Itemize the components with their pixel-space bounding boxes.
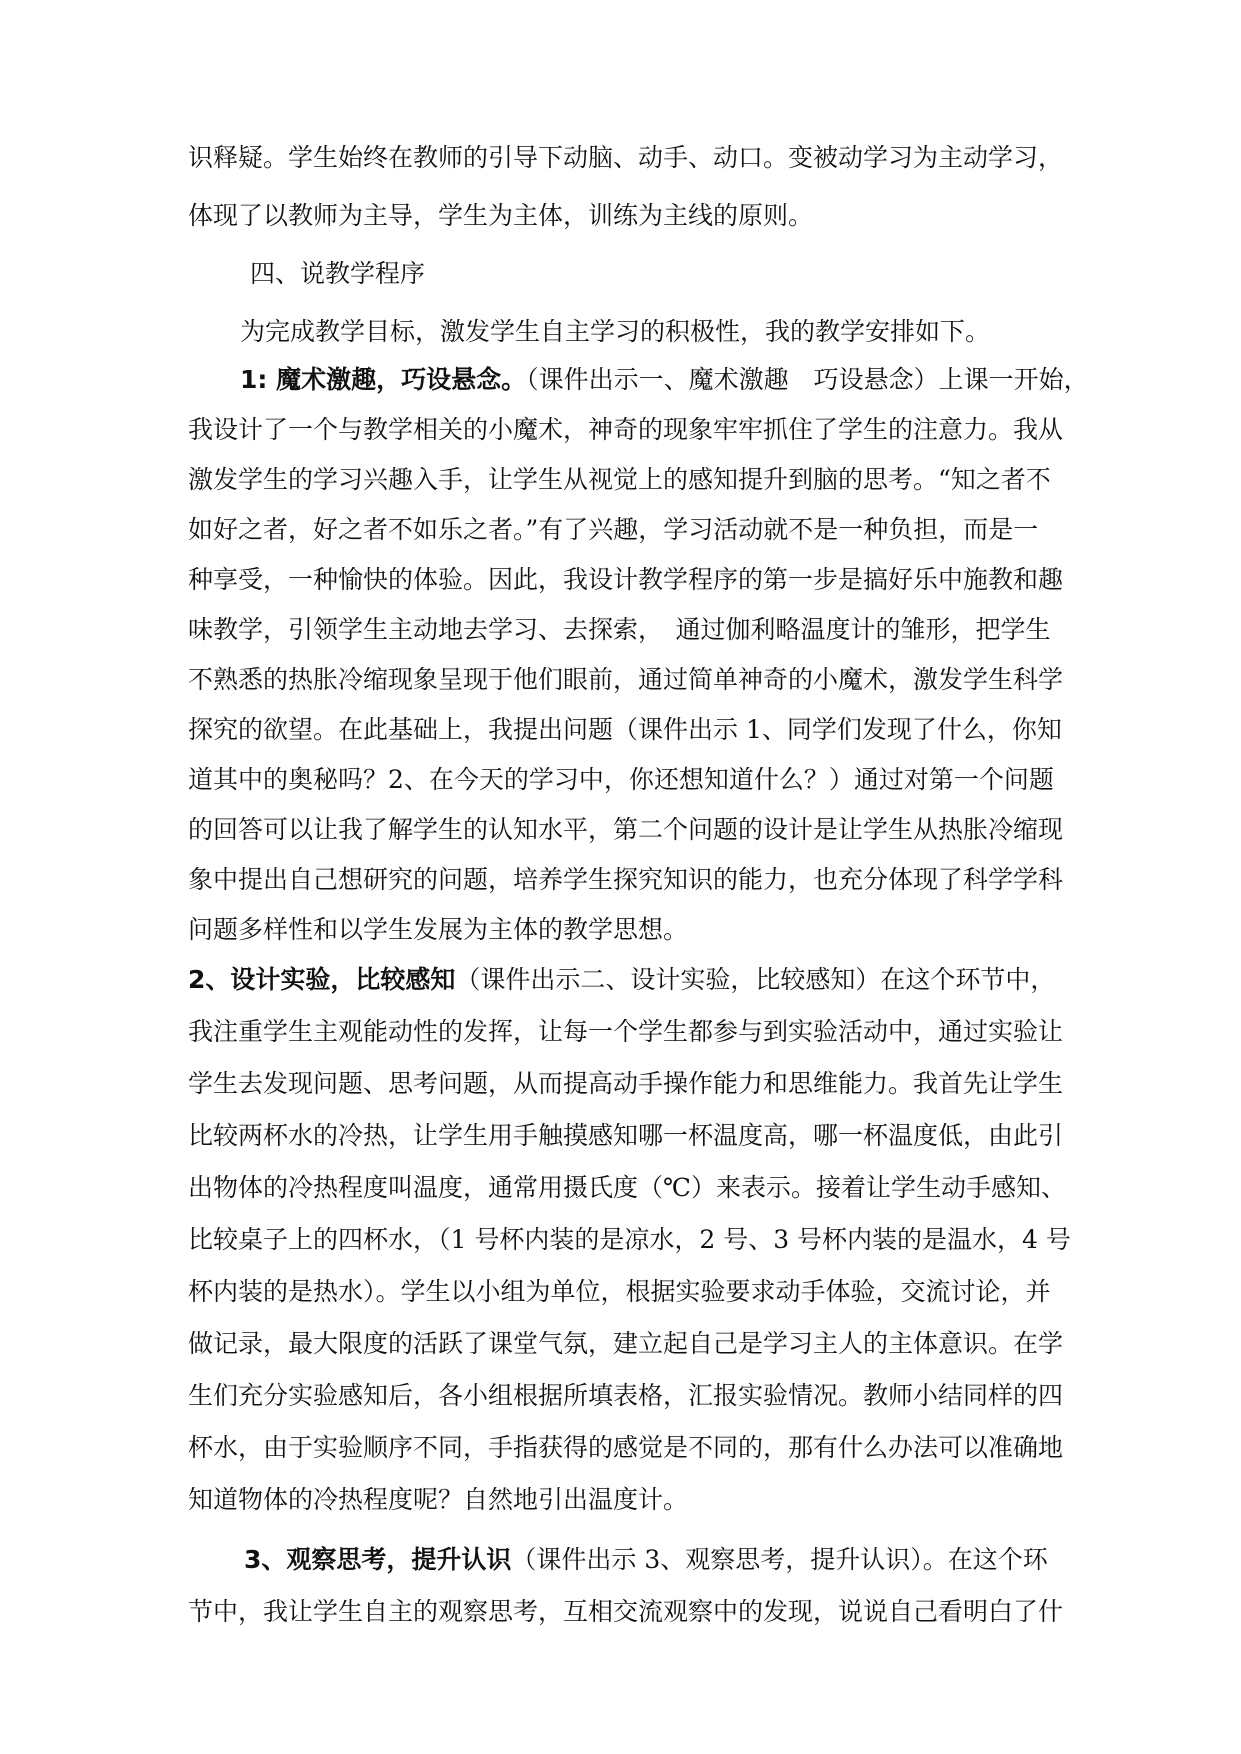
- paragraph-line: 节中，我让学生自主的观察思考，互相交流观察中的发现，说说自己看明白了什: [188, 1597, 1064, 1626]
- paragraph-line: 象中提出自己想研究的问题，培养学生探究知识的能力，也充分体现了科学学科: [188, 865, 1064, 894]
- step-3-text: （课件出示 3、观察思考，提升认识）。在这个环: [511, 1545, 1048, 1574]
- paragraph-line: 如好之者，好之者不如乐之者。”有了兴趣，学习活动就不是一种负担，而是一: [188, 515, 1039, 544]
- step-heading-line: [188, 960, 1055, 1000]
- step-heading-line: [240, 360, 1089, 400]
- paragraph-line: 做记录，最大限度的活跃了课堂气氛，建立起自己是学习主人的主体意识。在学: [188, 1329, 1064, 1358]
- paragraph-line: 学生去发现问题、思考问题，从而提高动手操作能力和思维能力。我首先让学生: [188, 1069, 1064, 1098]
- paragraph-line: 比较两杯水的冷热，让学生用手触摸感知哪一杯温度高，哪一杯温度低，由此引: [188, 1121, 1064, 1150]
- paragraph-line: 味教学，引领学生主动地去学习、去探索， 通过伽利略温度计的雏形，把学生: [188, 615, 1051, 644]
- section-heading: 四、说教学程序: [250, 259, 426, 288]
- paragraph-line: 道其中的奥秘吗？2、在今天的学习中，你还想知道什么？）通过对第一个问题: [188, 765, 1054, 794]
- paragraph-line: 不熟悉的热胀冷缩现象呈现于他们眼前，通过简单神奇的小魔术，激发学生科学: [188, 665, 1064, 694]
- paragraph-line: 比较桌子上的四杯水，（1 号杯内装的是凉水，2 号、3 号杯内装的是温水，4 号: [188, 1225, 1071, 1254]
- paragraph-line: 我设计了一个与教学相关的小魔术，神奇的现象牢牢抓住了学生的注意力。我从: [188, 415, 1064, 444]
- step-3-title: 3、观察思考，提升认识: [244, 1545, 512, 1574]
- paragraph-line: 杯内装的是热水）。学生以小组为单位，根据实验要求动手体验，交流讨论，并: [188, 1277, 1051, 1306]
- paragraph-line: 出物体的冷热程度叫温度，通常用摄氏度（℃）来表示。接着让学生动手感知、: [188, 1173, 1066, 1202]
- paragraph-line: 知道物体的冷热程度呢？自然地引出温度计。: [188, 1485, 689, 1514]
- paragraph-line: 生们充分实验感知后，各小组根据所填表格，汇报实验情况。教师小结同样的四: [188, 1381, 1064, 1410]
- paragraph-line: 探究的欲望。在此基础上，我提出问题（课件出示 1、同学们发现了什么，你知: [188, 715, 1062, 744]
- paragraph-line: 为完成教学目标，激发学生自主学习的积极性，我的教学安排如下。: [240, 317, 991, 346]
- step-2-title: 2、设计实验，比较感知: [188, 965, 456, 994]
- paragraph-line: 的回答可以让我了解学生的认知水平，第二个问题的设计是让学生从热胀冷缩现: [188, 815, 1064, 844]
- paragraph-line: 激发学生的学习兴趣入手，让学生从视觉上的感知提升到脑的思考。“知之者不: [188, 465, 1051, 494]
- step-heading-line: [244, 1540, 1048, 1580]
- paragraph-line: 体现了以教师为主导，学生为主体，训练为主线的原则。: [188, 201, 814, 230]
- step-2-text: （课件出示二、设计实验，比较感知）在这个环节中，: [455, 965, 1056, 994]
- paragraph-line: 识释疑。学生始终在教师的引导下动脑、动手、动口。变被动学习为主动学习，: [188, 143, 1064, 172]
- paragraph-line: 杯水，由于实验顺序不同，手指获得的感觉是不同的，那有什么办法可以准确地: [188, 1433, 1064, 1462]
- paragraph-line: 问题多样性和以学生发展为主体的教学思想。: [188, 915, 689, 944]
- paragraph-line: 种享受，一种愉快的体验。因此，我设计教学程序的第一步是搞好乐中施教和趣: [188, 565, 1064, 594]
- step-1-text: （课件出示一、魔术激趣 巧设悬念）上课一开始，: [526, 365, 1089, 394]
- step-1-title: 1: 魔术激趣，巧设悬念。: [240, 365, 527, 394]
- paragraph-line: 我注重学生主观能动性的发挥，让每一个学生都参与到实验活动中，通过实验让: [188, 1017, 1064, 1046]
